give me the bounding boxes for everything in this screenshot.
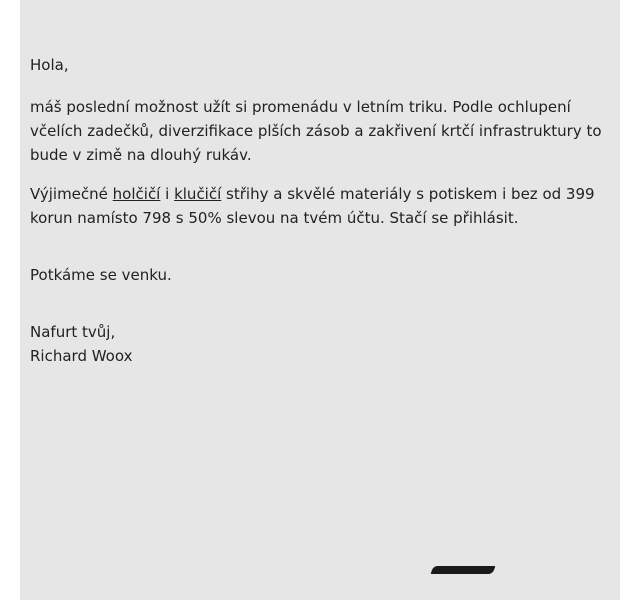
- offer-paragraph: [30, 182, 610, 230]
- offer-text-start: Výjimečné: [30, 185, 113, 203]
- girls-link[interactable]: holčičí: [112, 185, 161, 203]
- email-body: [20, 0, 620, 600]
- intro-paragraph: máš poslední možnost užít si promenádu v letním triku. Podle ochlupení včelích zadečků, diverzifikace plších zásob a zakřivení krtčí infrastruktury to bude v zimě na dlouhý rukáv.: [30, 98, 602, 164]
- offer-connector: i: [160, 185, 175, 203]
- boys-link[interactable]: klučičí: [174, 185, 222, 203]
- signature: Richard Woox: [30, 347, 133, 365]
- signoff: Nafurt tvůj,: [30, 323, 116, 341]
- offer-text-end: střihy a skvělé materiály s potiskem i bez od 399 korun namísto 798 s 50% slevou na tvém účtu. Stačí se přihlásit.: [30, 185, 595, 227]
- closing-line: Potkáme se venku.: [30, 266, 172, 284]
- handwritten-signature-mark: [431, 566, 496, 574]
- greeting: Hola,: [30, 56, 69, 74]
